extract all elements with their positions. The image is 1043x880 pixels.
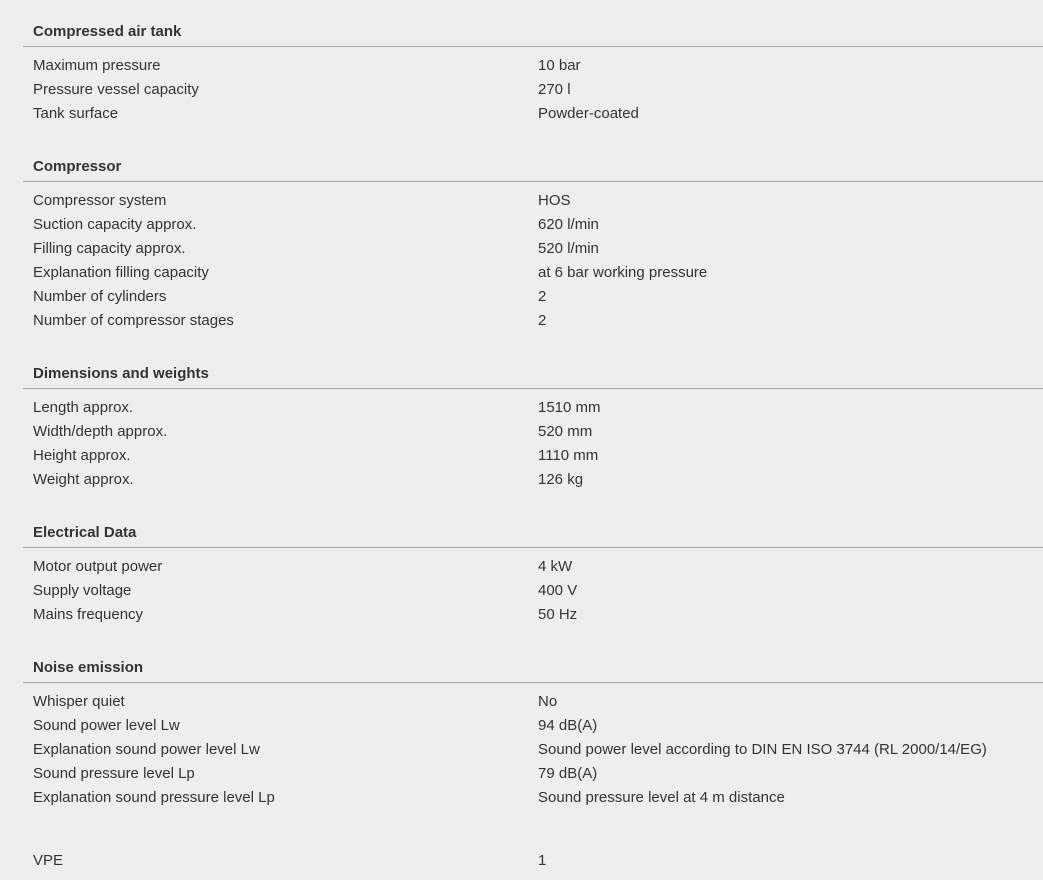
spec-row [23,786,1043,810]
spec-label: Filling capacity approx. [33,240,186,257]
spec-row [23,420,1043,444]
spec-label: Maximum pressure [33,57,161,74]
section-title: Electrical Data [33,524,137,541]
section-header [23,656,1043,683]
spec-value: Sound pressure level at 4 m distance [538,789,785,806]
spec-value: at 6 bar working pressure [538,264,708,281]
spec-label: Width/depth approx. [33,423,168,440]
spec-value: 520 l/min [538,240,599,257]
spec-row [23,738,1043,762]
spec-row [23,555,1043,579]
spec-value: 620 l/min [538,216,599,233]
spec-label: Suction capacity approx. [33,216,197,233]
section-electrical-data [23,521,1043,656]
spec-value: 2 [538,288,547,305]
spec-value: Sound power level according to DIN EN ISO 3744 (RL 2000/14/EG) [538,741,987,758]
spec-row [23,396,1043,420]
spec-label: Compressor system [33,192,167,209]
spec-label: Sound pressure level Lp [33,765,195,782]
spec-row [23,444,1043,468]
spec-label: Weight approx. [33,471,134,488]
spec-label: Number of cylinders [33,288,167,305]
spec-value: 270 l [538,81,571,98]
spec-row [23,468,1043,492]
section-header [23,362,1043,389]
spec-label: Mains frequency [33,606,144,623]
spec-label: Pressure vessel capacity [33,81,199,98]
spec-row [23,714,1043,738]
spec-row [23,54,1043,78]
spec-row [23,213,1043,237]
spec-row [23,102,1043,126]
spec-rows [23,389,1043,521]
spec-label: Explanation sound power level Lw [33,741,260,758]
spec-value: HOS [538,192,571,209]
vpe-row-container [23,839,1043,873]
spec-value: 94 dB(A) [538,717,598,734]
spec-row-vpe [23,849,1043,873]
spec-value: 79 dB(A) [538,765,598,782]
spec-label: Motor output power [33,558,163,575]
spec-label: Sound power level Lw [33,717,180,734]
spec-rows [23,47,1043,155]
spec-row [23,603,1043,627]
section-header [23,155,1043,182]
spec-row [23,579,1043,603]
section-dimensions-and-weights [23,362,1043,521]
spec-rows [23,182,1043,362]
section-title: Compressed air tank [33,23,182,40]
section-noise-emission [23,656,1043,839]
spec-label: VPE [33,852,64,869]
spec-row [23,189,1043,213]
section-compressor [23,155,1043,362]
spec-value: 1510 mm [538,399,601,416]
spec-value: 520 mm [538,423,593,440]
section-title: Compressor [33,158,122,175]
spec-row [23,762,1043,786]
spec-value: 4 kW [538,558,573,575]
spec-rows [23,548,1043,656]
spec-row [23,237,1043,261]
spec-label: Length approx. [33,399,134,416]
spec-row [23,261,1043,285]
spec-value: 400 V [538,582,578,599]
spec-value: 1 [538,852,547,869]
spec-label: Height approx. [33,447,131,464]
spec-row [23,78,1043,102]
spec-row [23,309,1043,333]
spec-label: Supply voltage [33,582,132,599]
section-title: Dimensions and weights [33,365,209,382]
spec-value: 1110 mm [538,447,599,464]
spec-label: Tank surface [33,105,119,122]
spec-label: Number of compressor stages [33,312,234,329]
section-title: Noise emission [33,659,144,676]
spec-label: Explanation filling capacity [33,264,209,281]
spec-value: 2 [538,312,547,329]
spec-row [23,285,1043,309]
spec-label: Explanation sound pressure level Lp [33,789,275,806]
spec-value: 50 Hz [538,606,578,623]
spec-value: No [538,693,558,710]
section-header [23,521,1043,548]
spec-label: Whisper quiet [33,693,125,710]
spec-value: 10 bar [538,57,581,74]
spec-row [23,690,1043,714]
spec-value: Powder-coated [538,105,639,122]
spec-rows [23,683,1043,839]
section-header [23,20,1043,47]
spec-value: 126 kg [538,471,584,488]
section-compressed-air-tank [23,20,1043,155]
